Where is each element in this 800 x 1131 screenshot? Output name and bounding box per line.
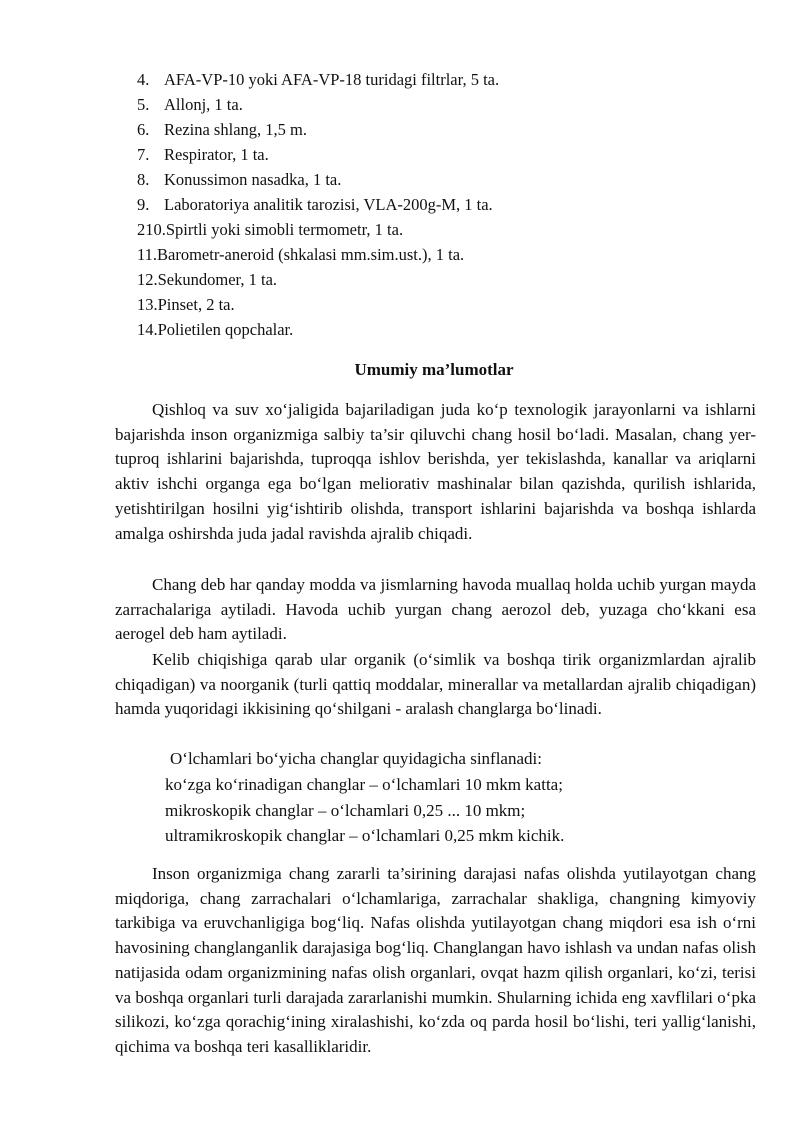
list-item <box>137 220 403 240</box>
section-title: Umumiy ma’lumotlar <box>354 360 514 379</box>
list-item-text: Sekundomer, 1 ta. <box>157 270 278 289</box>
list-item-text: Polietilen qopchalar. <box>157 320 294 339</box>
list-item <box>137 70 499 90</box>
paragraph: Kelib chiqishiga qarab ular organik (o‘simlik va boshqa tirik organizmlardan ajralib chiqadigan) va noorganik (turli qattiq moddalar, minerallar va metallardan ajralib chiqadigan) hamda yuqoridagi ikkisining qo‘shilgani - aralash changlarga bo‘linadi. <box>115 650 756 719</box>
list-item-text: Konussimon nasadka, 1 ta. <box>164 170 342 189</box>
list-item-number: 5. <box>137 95 150 114</box>
list-item-number: 9. <box>137 195 150 214</box>
list-item-number: 4. <box>137 70 150 89</box>
list-item-text: Respirator, 1 ta. <box>164 145 269 164</box>
list-item <box>137 95 243 115</box>
list-item-number: 14. <box>137 320 158 339</box>
paragraph: Chang deb har qanday modda va jismlarning havoda muallaq holda uchib yurgan mayda zarrachalariga aytiladi. Havoda uchib yurgan chang aerozol deb, yuzaga cho‘kkani esa aerogel deb ham aytiladi. <box>115 575 756 644</box>
list-item <box>137 245 464 265</box>
list-item <box>137 170 341 190</box>
list-item-number: 12. <box>137 270 158 289</box>
list-item-text: Allonj, 1 ta. <box>164 95 243 114</box>
classification-intro: O‘lchamlari bo‘yicha changlar quyidagicha sinflanadi: <box>170 749 542 768</box>
list-item-text: Rezina shlang, 1,5 m. <box>164 120 307 139</box>
list-item-number: 6. <box>137 120 150 139</box>
list-item-number: 210. <box>137 220 166 239</box>
list-item <box>137 145 269 165</box>
list-item-number: 8. <box>137 170 150 189</box>
list-item-number: 7. <box>137 145 150 164</box>
list-item <box>137 270 277 290</box>
list-item-text: Spirtli yoki simobli termometr, 1 ta. <box>165 220 404 239</box>
list-item-number: 13. <box>137 295 158 314</box>
list-item <box>137 120 307 140</box>
list-item <box>137 295 235 315</box>
paragraph: Qishloq va suv xo‘jaligida bajariladigan juda ko‘p texnologik jarayonlarni va ishlarni bajarishda inson organizmiga salbiy ta’sir qiluvchi chang hosil bo‘ladi. Masalan, chang yer-tuproq ishlarini bajarishda, tuproqqa ishlov berishda, yer tekislashda, kanallar va ariqlarni aktiv ishchi organga ega bo‘lgan meliorativ mashinalar bilan qazishda, qurilish ishlarida, yetishtirilgan hosilni yig‘ishtirib olishda, transport ishlarini bajarishda va boshqa ishlarda amalga oshirshda juda jadal ravishda ajralib chiqadi. <box>115 400 756 543</box>
list-item-text: Laboratoriya analitik tarozisi, VLA-200g-M, 1 ta. <box>164 195 493 214</box>
classification-item: mikroskopik changlar – o‘lchamlari 0,25 ... 10 mkm; <box>165 801 526 820</box>
list-item-number: 11. <box>137 245 158 264</box>
classification-item: ultramikroskopik changlar – o‘lchamlari 0,25 mkm kichik. <box>165 826 565 845</box>
list-item-text: Barometr-aneroid (shkalasi mm.sim.ust.), 1 ta. <box>157 245 465 264</box>
list-item-text: Pinset, 2 ta. <box>157 295 235 314</box>
list-item <box>137 320 293 340</box>
final-paragraph: Inson organizmiga chang zararli ta’sirining darajasi nafas olishda yutilayotgan chang miqdoriga, chang zarrachalari o‘lchamlariga, zarrachalar shakliga, changning kimyoviy tarkibiga va eruvchanligiga bog‘liq. Nafas olishda yutilayotgan chang miqdori esa ish o‘rni havosining changlanganlik darajasiga bog‘liq. Changlangan havo ishlash va undan nafas olish natijasida odam organizmining nafas olish organlari, ovqat hazm qilish organlari, ko‘zi, terisi va boshqa organlari turli darajada zararlanishi mumkin. Shularning ichida eng xavflilari o‘pka silikozi, ko‘zga qorachig‘ining xiralashishi, ko‘zda oq parda hosil bo‘lishi, teri yallig‘lanishi, qichima va boshqa teri kasalliklaridir. <box>115 864 756 1056</box>
list-item <box>137 195 493 215</box>
list-item-text: AFA-VP-10 yoki AFA-VP-18 turidagi filtrlar, 5 ta. <box>164 70 500 89</box>
classification-item: ko‘zga ko‘rinadigan changlar – o‘lchamlari 10 mkm katta; <box>165 775 563 794</box>
